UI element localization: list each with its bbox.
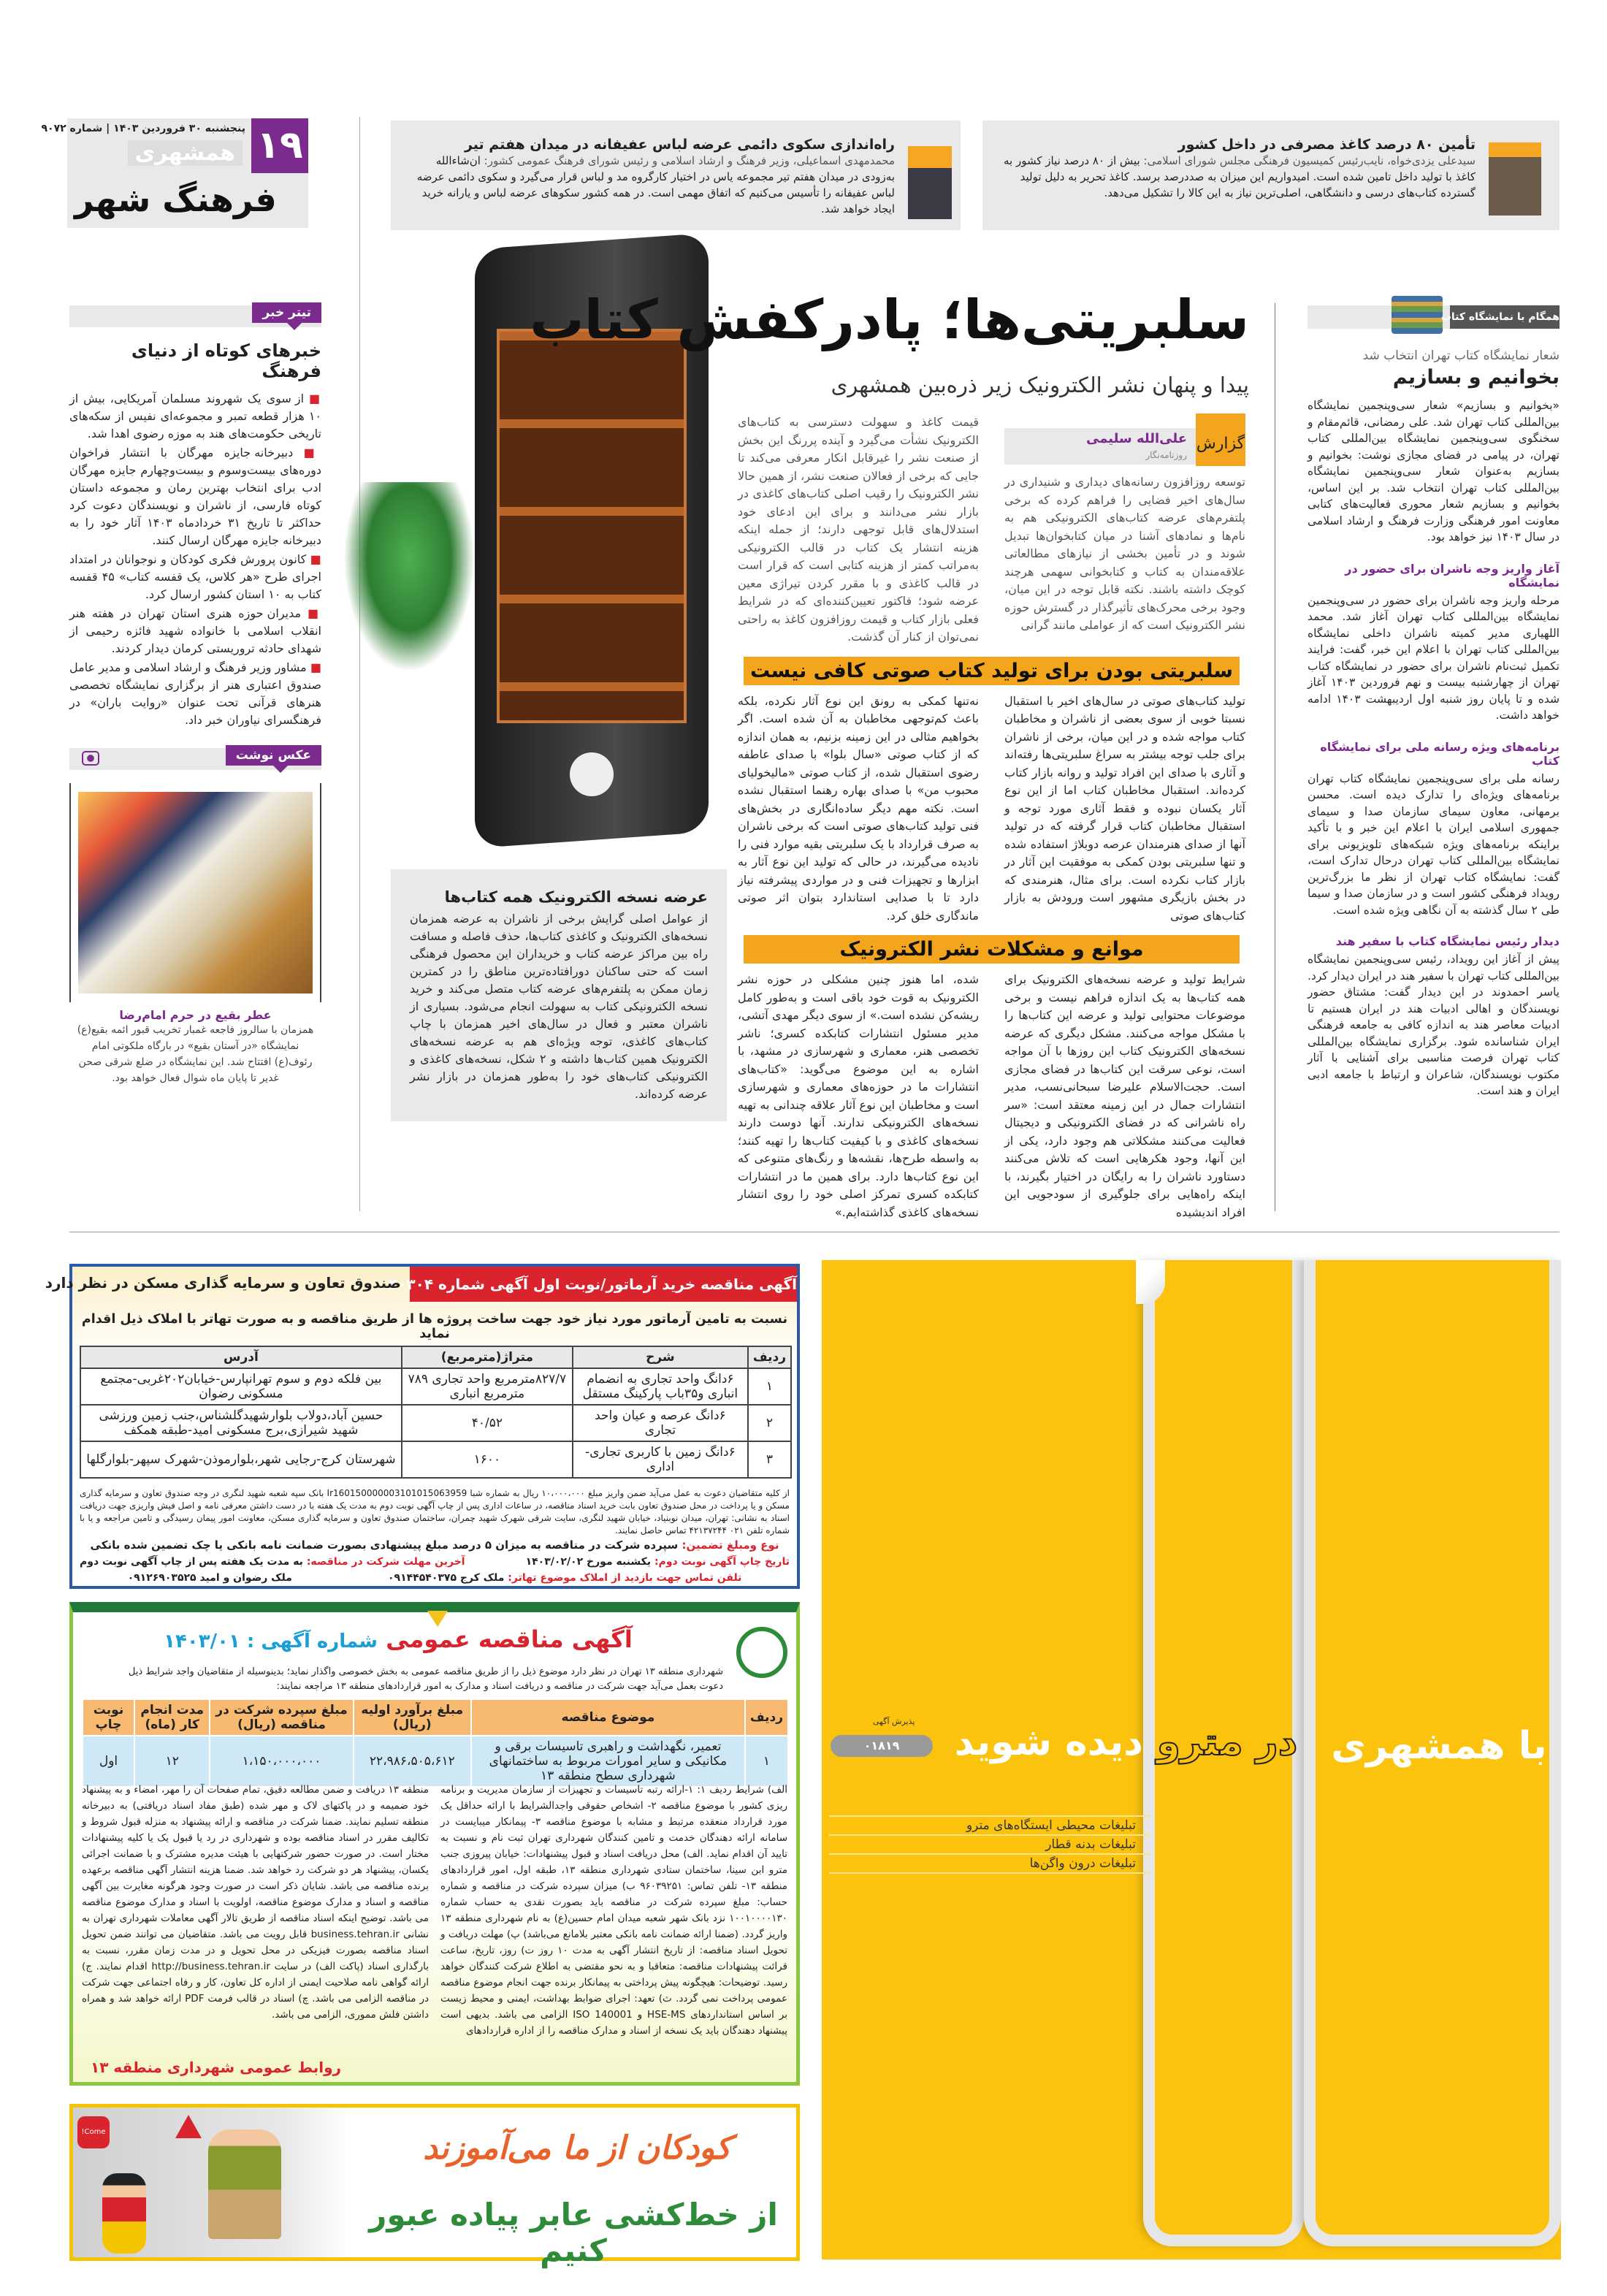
cell: حسین آباد،دولاب بلوارشهیدگلشناس،جنب زمین ورزشی شهید شیرازی،برج مسکونی امید-طبقه همکف (80, 1405, 402, 1441)
cell: ۱ (748, 1368, 791, 1405)
slogan-be-seen: دیده شوید (954, 1720, 1143, 1764)
col-header: ردیف (745, 1699, 788, 1736)
quote-speaker: محمدمهدی اسماعیلی، وزیر فرهنگ و ارشاد اسلامی و رئیس شورای فرهنگ عمومی کشور: (484, 154, 895, 167)
camera-icon (82, 751, 99, 766)
news-item: ■ کانون پرورش فکری کودکان و نوجوانان در امتداد اجرای طرح «هر کلاس، یک قفسه کتاب» ۴۵ قفسه کتاب به ۱۰ استان کشور ارسال کرد. (69, 551, 321, 603)
phone-button-icon (570, 752, 614, 796)
quote-text: ان‌شاءالله به‌زودی در میدان هفتم تیر مجموعه یاس در اختیار کارگروه مد و لباس قرار می‌گیرد و سکوی دائمی عرضه لباس عفیفانه را تأسیس می‌کنیم که اتفاق مهمی است. در همه کشور سکوهای عرضه لباس و یارانه خرید ایجاد خواهد شد. (416, 154, 895, 216)
plant-illustration (343, 482, 475, 672)
cell: شهرستان کرج-رجایی شهر،بلوارموذن-شهرک سپهر-بلوارگلها (80, 1441, 402, 1478)
section2-col-right: شرایط تولید و عرضه نسخه‌های الکترونیک برای همه کتاب‌ها به یک اندازه فراهم نیست و برخی موضوعات محتوایی تولید و عرضه این کتاب‌ها را با مشکل مواجه می‌کنند. مشکل دیگری که عرضه نسخه‌های الکترونیک کتاب این روزها با آن مواجه است، نوعی سرقت این کتاب‌ها در فضای مجازی است. حجت‌الاسلام علیرضا سبحانی‌نسب، مدیر انتشارات جمال در این زمینه معتقد است: «سر راه ناشرانی که در فضای الکترونیکی و دیجیتال فعالیت می‌کنند مشکلاتی هم وجود دارد، یکی از این آنها، وجود هکرهایی است که تلاش می‌کنند دستاورد ناشران را به رایگان در اختیار بگیرند، با اینکه راه‌هایی برای جلوگیری از سودجویی این افراد اندیشیده (1004, 972, 1245, 1219)
paper-logo: همشهری (128, 140, 243, 166)
stop-sign-icon: Come! (77, 2116, 110, 2148)
date-label: تاریخ چاپ آگهی نوبت دوم: (654, 1556, 790, 1568)
news-item: ■ دبیرخانه جایزه مهرگان با انتشار فراخوان دوره‌های بیست‌وسوم و بیست‌وچهارم جایزه مهرگان ادب برای انتخاب بهترین رمان و مجموعه داستان کوتاه فارسی، از ناشران و نویسندگان دعوت کرد حداکثر تا تاریخ ۳۱ خردادماه ۱۴۰۳ آثار خود را به دبیرخانه جایزه مهرگان ارسال کنند. (69, 444, 321, 549)
cell: تعمیر، نگهداشت و راهبری تاسیسات برقی و مکانیکی و سایر امورات مربوط به ساختمانهای شهرداری سطح منطقه ۱۳ (471, 1736, 745, 1787)
book-fair-title: بخوانیم و بسازیم (1392, 366, 1560, 389)
exhibition-photo (78, 792, 313, 993)
tender-intro: شهرداری منطقه ۱۳ تهران در نظر دارد موضوع ذیل را از طریق مناقصه عمومی به بخش خصوصی واگذار نماید؛ بدینوسیله از متقاضیان واجد شرایط ذیل دعوت بعمل می‌آید جهت شرکت در مناقصه و دریافت اسناد و مدارک به امور قراردادهای منطقه ۱۳ مراجعه نمایند: (128, 1666, 723, 1692)
traffic-safety-ad (69, 2104, 800, 2268)
col-header: آدرس (80, 1346, 402, 1368)
col-header: نوبت چاپ (83, 1699, 134, 1736)
photo-title: عطر بقیع در حرم امام‌رضا (119, 1008, 272, 1022)
cell: ۶دانگ عرصه و عیان واحد تجاری (573, 1405, 748, 1441)
box-title: عرضه نسخه الکترونیک همه کتاب‌ها (444, 888, 708, 906)
subsection-title: آغاز واریز وجه ناشران برای حضور در نمایشگاه (1345, 561, 1560, 590)
quote-text: بیش از ۸۰ درصد نیاز کشور به کاغذ با تولید داخل تامین شده است. امیدواریم این میزان به صددرصد برسد. کاغذ تحریر به دلیل تولید گسترده کتاب‌های درسی و دانشگاهی، اصلی‌ترین نیاز به این کالا را تشکیل می‌دهد. (1003, 154, 1476, 199)
cell: ۱۲ (134, 1736, 210, 1787)
table-row (80, 1368, 791, 1405)
ad-line-2: از خط‌کشی عابر پیاده عبور کنیم (369, 2197, 778, 2268)
cell: ۸۲۷/۷مترمربع واحد تجاری ۷۸۹ مترمربع انباری (402, 1368, 573, 1405)
cell: ۳ (748, 1441, 791, 1478)
municipality-tender-ad (69, 1602, 800, 2086)
tender-signature: روابط عمومی شهرداری منطقه ۱۳ (88, 2059, 344, 2076)
col-header: شرح (573, 1346, 748, 1368)
deadline-label: آخرین مهلت شرکت در مناقصه: (306, 1556, 465, 1568)
cell: ۲ (748, 1405, 791, 1441)
cell: ۶دانگ زمین با کاربری تجاری-اداری (573, 1441, 748, 1478)
news-item: ■ از سوی یک شهروند مسلمان آمریکایی، بیش از ۱۰ هزار قطعه تمبر و مجموعه‌ای نفیس از سکه‌های تاریخی حکومت‌های هند به موزه رضوی اهدا شد. (69, 390, 321, 443)
cell: اول (83, 1736, 134, 1787)
ad-line-1: کودکان از ما می‌آموزند (423, 2129, 731, 2167)
news-title: خبرهای کوتاه از دنیای فرهنگ (131, 340, 321, 381)
book-fair-lead: «بخوانیم و بسازیم» شعار سی‌وپنجمین نمایشگاه بین‌المللی کتاب تهران شد. علی رمضانی، قائم‌مقام و سخنگوی سی‌وپنجمین نمایشگاه بین‌المللی کتاب تهران، در پیامی در فضای مجازی نوشت: بخوانیم و بسازیم به‌عنوان شعار سی‌وپنجمین نمایشگاه بین‌المللی کتاب تهران انتخاب شد. بر این اساس، بخوانیم و بسازیم شعار محوری فعالیت‌های کتابی معاونت امور فرهنگی وزارت فرهنگ و ارشاد اسلامی در سال ۱۴۰۳ نیز خواهد بود. (1308, 399, 1560, 544)
news-list (69, 390, 321, 729)
subsection-text: پیش از آغاز این رویداد، رئیس سی‌وپنجمین نمایشگاه بین‌المللی کتاب تهران با سفیر هند در ایران دیدار کرد. یاسر احمدوند در این دیدار گفت: مشتاق حضور نویسندگان و اهالی ادبیات هند در ایران هستیم تا ادبیات معاصر هند به اندازه کافی به جامعه فرهنگی ایران شناسانده شود. برگزاری نمایشگاه بین‌المللی کتاب تهران فرصت مناسبی برای آشنایی با آثار مکتوب نویسندگان، شاعران و ارتباط با جامعه ادبی ایران و هند است. (1308, 953, 1560, 1097)
tender-title: آگهی مناقصه عمومی (386, 1625, 633, 1653)
subsection-title: برنامه‌های ویژه رسانه ملی برای نمایشگاه کتاب (1320, 739, 1560, 768)
col-header: مبلغ برآورد اولیه (ریال) (354, 1699, 471, 1736)
sidebar-box (391, 869, 727, 1121)
photo-caption: همزمان با سالروز فاجعه غمبار تخریب قبور ائمه بقیع(ع) نمایشگاه «در آستان بقیع» در بارگاه ملکوتی امام رئوف(ع) افتتاح شد. این نمایشگاه در ضلع شرقی صحن غدیر تا پایان ماه شوال فعال خواهد بود. (77, 1024, 314, 1084)
tehran-municipality-logo (736, 1627, 787, 1678)
metro-services-list (829, 1815, 1150, 1874)
property-table (80, 1346, 792, 1479)
news-tag: تیتر خبر (252, 302, 321, 323)
author-role: روزنامه‌نگار (1145, 450, 1187, 460)
byline (1004, 413, 1245, 466)
table-header (80, 1346, 791, 1368)
cell: ۱۶۰۰ (402, 1441, 573, 1478)
cell: ۱ (745, 1736, 788, 1787)
date-value: یکشنبه مورخ ۱۴۰۳/۰۲/۰۲ (525, 1556, 652, 1568)
section1-col-right: تولید کتاب‌های صوتی در سال‌های اخیر با استقبال نسبتا خوبی از سوی بعضی از ناشران و مخاطبان کتاب مواجه شده و در این میان، برخی از ناشران برای جلب توجه بیشتر به سراغ سلبریتی‌ها رفته‌اند و آثاری با صدای این افراد تولید و روانه بازار کتاب کرده‌اند. استقبال مخاطبان کتاب اما از این نوع آثار یکسان نبوده و فقط آثاری مورد توجه و استقبال مخاطبان کتاب قرار گرفته که در تولید آنها از صدای هنرمندان عرصه دوبلاژ استفاده شده و تنها سلبریتی بودن کمکی به موفقیت این آثار در بازار کتاب نکرده است. برای مثال، هنرمندی که در بخش بازیگری مشهور است ورودش به بازار کتاب‌های صوتی (1004, 693, 1245, 923)
section-name: فرهنگ شهر (75, 180, 277, 219)
subsection-title: دیدار رئیس نمایشگاه کتاب با سفیر هند (1335, 934, 1560, 948)
slogan-with-hamshahri: با همشهری (1331, 1724, 1547, 1768)
tender-conditions-right: الف) شرایط ردیف ۱: ۱-ارائه رتبه تاسیسات و تجهیزات از سازمان مدیریت و برنامه ریزی کشور با موضوع مناقصه ۲- اشخاص حقوقی واجدالشرایط با ارائه حداقل یک مورد قرارداد منعقده مرتبط و مشابه با موضوع مناقصه ۳- پیمانکار میبایست در سامانه ارائه دهندگان خدمت و تامین کنندگان شهرداری تهران ثبت نام و نسبت به تایید آن اقدام نماید. الف) محل دریافت اسناد و قبول پیشنهادات: خیابان پیروزی جنب مترو ابن سینا، ساختمان ستادی شهرداری منطقه ۱۳، طبقه اول، امور قراردادهای منطقه ۱۳- تلفن تماس: ۹۶۰۳۹۲۵۱ ب) میزان سپرده شرکت در مناقصه و شماره حساب: مبلغ سپرده شرکت در مناقصه باید بصورت نقدی به حساب شماره ۱۰۰۱۰۰۰۰۱۳۰ نزد بانک شهر شعبه میدان امام حسین(ع) به نام شهرداری منطقه ۱۳ واریز گردد. (ضمنا ارائه ضمانت نامه بانکی معتبر بلامانع می‌باشد) پ) مهلت دریافت و تحویل اسناد مناقصه: از تاریخ انتشار آگهی به مدت ۱۰ روز ت) روز، تاریخ، ساعت قرائت پیشنهادات مناقصه: متعاقبا و به نحو مقتضی به اطلاع شرکت کنندگان خواهد رسید. توضیحات: هیچگونه پیش پرداختی به پیمانکار برنده جهت انجام موضوع مناقصه عمومی پرداخت نمی گردد. ث) تعهد: اجرای ضوابط بهداشت، ایمنی و محیط زیست بر اساس استانداردهای HSE-MS و ISO 140001 الزامی می باشد. بدیهی است پیشنهاد دهندگان باید یک نسخه از اسناد و مدارک مناقصه را از اداره قراردادهای (440, 1784, 787, 2037)
news-item: ■ مشاور وزیر فرهنگ و ارشاد اسلامی و مدیر عامل صندوق اعتباری هنر از برگزاری نمایشگاه تخصصی هنرهای قرآنی تحت عنوان «روایت باران» در فرهنگسرای نیاوران خبر داد. (69, 659, 321, 729)
author-name: علی‌الله سلیمی (1086, 431, 1187, 446)
book-fair-body (1308, 397, 1560, 1099)
ad-body: از کلیه متقاضیان دعوت به عمل می‌آید ضمن واریز مبلغ ۱۰،۰۰۰،۰۰۰ ریال به شماره شبا Ir160150000003101015063959 بانک سپه شعبه شهید لنگری در وجه صندوق تعاون و سرمایه گذاری مسکن و یا پرداخت در محل صندوق تعاون بابت خرید اسناد مناقصه، در ساعات اداری پس از چاپ آگهی نوبت دوم به مدت یک هفته با در دست داشتن معرفی نامه و اصل فیش واریزی جهت دریافت اسناد به نشانی: تهران، میدان نوبنیاد، خیابان شهید لنگری، سایت شرقی شهرک شهید چمران، ساختمان صندوق تعاون و سرمایه گذاری مسکن، معاونت امور پیمان رسیدگی و تامین مراجعه و یا با شماره تلفن ۰۲۱ ۴۲۱۳۷۲۴۴ تماس حاصل نمایند. (80, 1488, 790, 1536)
phone-label: تلفن تماس جهت بازدید از املاک موضوع تهاتر: (508, 1572, 742, 1584)
service-item: تبلیغات محیطی ایستگاه‌های مترو (829, 1815, 1150, 1836)
issue-date: پنجشنبه ۳۰ فروردین ۱۴۰۳ | شماره ۹۰۷۲ (41, 123, 245, 134)
col-header: موضوع مناقصه (471, 1699, 745, 1736)
box-text: از عوامل اصلی گرایش برخی از ناشران به عرضه همزمان نسخه‌های الکترونیک و کاغذی کتاب‌ها، حذف فاصله و مسافت راه بین مراکز عرضه کتاب و خریداران این محصول فرهنگی است که حتی ساکنان دورافتاده‌ترین مناطق را در کمترین زمان ممکن به پلتفرم‌های عرضه کتاب متصل می‌کند و خرید نسخه الکترونیکی کتاب به سهولت انجام می‌شود. بسیاری از ناشران معتبر و فعال در سال‌های اخیر همزمان با چاپ کتاب‌های کاغذی، توجه ویژه‌ای هم به عرضه نسخه‌های الکترونیک همین کتاب‌ها داشته و ۲ شکل، نسخه‌های کاغذی و الکترونیکی کتاب‌های خود را به‌طور همزمان در بازار نشر عرضه کرده‌اند. (410, 912, 708, 1101)
col-header: مدت انجام کار (ماه) (134, 1699, 210, 1736)
guarantee-label: نوع ومبلغ تضمین: (682, 1538, 779, 1552)
bookshelf (497, 329, 687, 723)
section1-col-left: نه‌تنها کمکی به رونق این نوع آثار نکرده، بلکه باعث کم‌توجهی مخاطبان به آن شده است. اگر بخواهیم مثالی در این زمینه بزنیم، به همان اندازه که از کتاب صوتی «سال بلوا» با صدای عاطفه رضوی استقبال شده، از کتاب صوتی «مالیخولیای محبوب من» با صدای بهاره رهنما استقبال نشده است. نکته مهم دیگر ساده‌انگاری در بخش‌های فنی تولید کتاب‌های صوتی است که برخی ناشران به صرف قرارداد با یک سلبریتی بقیه موارد فنی را نادیده می‌گیرند، در حالی که تولید این نوع آثار به ابزارها و تجهیزات فنی و در مواردی پیشرفته نیاز دارد تا با صدایی استاندارد بتوان اثر صوتی ماندگاری خلق کرد. (738, 693, 979, 923)
section-heading: موانع و مشکلات نشر الکترونیک (744, 935, 1240, 964)
deadline-value: به مدت یک هفته پس از چاپ آگهی نوبت دوم (80, 1556, 303, 1568)
ad-phone-number: ۰۱۸۱۹ (831, 1735, 933, 1757)
guarantee-text: سپرده شرکت در مناقصه به میزان ۵ درصد مبلغ پیشنهادی بصورت ضمانت نامه بانکی یا چک تضمین شده بانکی (90, 1538, 679, 1552)
cell: ۴۰/۵۲ (402, 1405, 573, 1441)
intro-col-right: توسعه روزافزون رسانه‌های دیداری و شنیداری در سال‌های اخیر فضایی را فراهم کرده که برخی پلتفرم‌های عرضه کتاب‌های الکترونیکی هم به نام‌ها و نمادهای آشنا در میان کتابخوان‌ها تبدیل شوند و در تأمین بخشی از نیازهای مطالعاتی علاقه‌مندان به کتاب و کتابخوانی سهمی هرچند کوچک داشته باشند. نکته قابل توجه در این میان، وجود برخی محرک‌های تأثیرگذار در گسترش حوزه نشر الکترونیک است که از عواملی مانند گرانی (1004, 475, 1245, 632)
quote-box-2 (982, 121, 1560, 230)
phone-2: ملک رضوان و امید ۰۹۱۲۶۹۰۳۵۲۵ (127, 1572, 292, 1584)
ad-acceptance-label: پذیرش آگهی (873, 1717, 915, 1726)
minister-photo (908, 146, 952, 219)
boy-on-bike-illustration (102, 2173, 146, 2254)
service-item: تبلیغات درون واگن‌ها (829, 1855, 1150, 1874)
quote-box-1 (391, 121, 961, 230)
section2-col-left: شده، اما هنوز چنین مشکلی در حوزه نشر الکترونیک به قوت خود باقی است و به‌طور کامل ریشه‌کن نشده است.» از سوی دیگر مهدی آتشی، مدیر مسئول انتشارات کتابکده کسری؛ ناشر تخصصی هنر، معماری و شهرسازی در مشهد، با اشاره به این موضوع می‌گوید: «کتاب‌های انتشارات ما در حوزه‌های معماری و شهرسازی است و مخاطبان این نوع آثار علاقه چندانی به تهیه نسخه‌های الکترونیکی ندارند. آنها دوست دارند نسخه‌های کاغذی و با کیفیت کتاب‌ها را تهیه کنند؛ به واسطه طرح‌ها، نقشه‌ها و رنگ‌های متنوعی که این نوع کتاب‌ها دارد. برای همین ما در انتشارات کتابکده کسری تمرکز اصلی خود را روی انتشار نسخه‌های کاغذی گذاشته‌ایم.» (738, 972, 979, 1219)
col-header: ردیف (748, 1346, 791, 1368)
masthead (41, 118, 308, 228)
subsection-text: رسانه ملی برای سی‌وپنجمین نمایشگاه کتاب تهران برنامه‌های ویژه‌ای را تدارک دیده است. محسن برمهانی، معاون سیمای سازمان صدا و سیمای جمهوری اسلامی ایران با اعلام این خبر و با تأکید براینکه برنامه‌های ویژه شبکه‌های تلویزیونی برای نمایشگاه بین‌المللی کتاب تهران درحال تدارک است، گفت: نمایشگاه کتاب تهران از نظر ما بزرگ‌ترین رویداد فرهنگی کشور است و در سازمان صدا و سیما طی ۲ سال گذشته به آن نگاهی ویژه شده است. (1308, 771, 1560, 917)
subsection-text: مرحله واریز وجه ناشران برای حضور در سی‌وپنجمین نمایشگاه بین‌المللی کتاب تهران آغاز شد. محمد اللهیاری مدیر کمیته ناشران داخلی نمایشگاه بین‌المللی کتاب تهران با اعلام این خبر، گفت: فرایند تکمیل ثبت‌نام ناشران برای حضور در نمایشگاه کتاب تهران از چهارشنبه بیست و نهم فروردین ۱۴۰۳ آغاز شده و تا پایان روز شنبه اول اردیبهشت ۱۴۰۳ ادامه خواهد داشت. (1308, 593, 1560, 722)
book-fair-kicker: شعار نمایشگاه کتاب تهران انتخاب شد (1362, 348, 1560, 363)
mp-photo (1489, 142, 1541, 216)
table-row (83, 1736, 788, 1787)
book-fair-tag: همگام با نمایشگاه کتاب (1450, 305, 1560, 329)
cell: بین فلکه دوم و سوم تهرانپارس-خیابان۲۰۲غربی-مجتمع مسکونی رضوان (80, 1368, 402, 1405)
quote-speaker: سیدعلی یزدی‌خواه، نایب‌رئیس کمیسیون فرهنگی مجلس شورای اسلامی: (1143, 154, 1476, 167)
photo-tag: عکس نوشت (226, 745, 321, 766)
col-header: متراژ(مترمربع) (402, 1346, 573, 1368)
table-row (80, 1441, 791, 1478)
main-article (738, 413, 1245, 1221)
service-item: تبلیغات بدنه قطار (829, 1836, 1150, 1855)
slogan-in-metro: در مترو (1156, 1720, 1298, 1764)
left-column (69, 305, 321, 1086)
tender-conditions-left: منطقه ۱۳ دریافت و ضمن مطالعه دقیق، تمام صفحات آن را مهر، امضاء و به پیشنهاد خود ضمیمه و در پاکتهای لاک و مهر شده (طبق مفاد اسناد دریافتی) به دبیرخانه منطقه تسلیم نمایند. ضمنا شرکت در مناقصه و ارائه پیشنهاد به منزله قبول شروط و تکالیف مقرر در اسناد مناقصه بوده و شهرداری در رد یا قبول یک یا کلیه پیشنهادات مختار است. در صورت حضور شرکتهایی با هیئت مدیره مشترک و با ضمانت اجرائی یکسان، پیشنهاد هر دو شرکت رد خواهد شد. ضمنا هزینه انتشار آگهی مناقصه برعهده برنده مناقصه می باشد. شایان ذکر است در صورت وجود هرگونه مغایرت بین آگهی مناقصه و اسناد و مدارک موضوع مناقصه، اولویت با اسناد و مدارک موضوع مناقصه می باشد. توضیح اینکه اسناد مناقصه از طریق تالار آگهی معاملات شهرداری تهران به نشانی business.tehran.ir قابل رویت می باشد. متقاضیان می توانند ضمن تحویل اسناد مناقصه بصورت فیزیکی در محل تحویل و در مدت زمان مقرر، نسبت به بارگذاری اسناد (پاکت الف) در سایت http://business.tehran.ir اقدام نمایند. ج) ارائه گواهی نامه صلاحیت ایمنی از اداره کل تعاون، کار و رفاه اجتماعی جهت شرکت در مناقصه الزامی می باشد. چ) اسناد در قالب فرمت PDF ارائه خواهد شد و همراه داشتن فلش مموری، الزامی می باشد. (82, 1784, 430, 2021)
father-child-illustration (208, 2129, 281, 2239)
tender-number: شماره آگهی : ۱۴۰۳/۰۱ (164, 1631, 378, 1652)
intro-col-left: قیمت کاغذ و سهولت دسترسی به کتاب‌های الکترونیک نشأت می‌گیرد و آینده پررنگ این بخش از صنعت نشر را غیرقابل انکار معرفی می‌کند تا جایی که برخی از فعالان صنعت نشر، از همین حالا نشر الکترونیک را رقیب اصلی کتاب‌های کاغذی در بازار نشر می‌دانند و برای این ادعای خود استدلال‌های قابل توجهی دارند؛ از جمله اینکه هزینه انتشار یک کتاب در قالب الکترونیکی به‌مراتب کمتر از هزینه کتابی است که قرار است در قالب کاغذی و با مقرر کردن تیراژی معین عرضه شود؛ فاکتور تعیین‌کننده‌ای که در شرایط فعلی بازار کتاب و قیمت روزافزون کاغذ به راحتی نمی‌توان از کنار آن گذشت. (738, 415, 979, 644)
main-subheadline: پیدا و پنهان نشر الکترونیک زیر ذره‌بین همشهری (831, 373, 1249, 397)
report-label: گزارش (1196, 413, 1245, 466)
news-tag-bar (69, 305, 321, 327)
right-column (1308, 296, 1560, 1099)
quote-title: تأمین ۸۰ درصد کاغذ مصرفی در داخل کشور (1177, 137, 1476, 153)
phone-1: ملک کرج ۰۹۱۴۴۵۴۰۳۷۵ (388, 1572, 505, 1584)
photo-tag-bar (69, 748, 321, 770)
ad-banner: آگهی مناقصه خرید آرماتور/نوبت اول آگهی شماره ۴۰۳۰۴ (410, 1267, 797, 1302)
crossing-sign-icon (175, 2115, 202, 2138)
pedestrian-crossing-illustration (73, 2108, 351, 2257)
main-headline: سلبریتی‌ها؛ پادرکفش کتاب (530, 289, 1249, 351)
page-number: ۱۹ (251, 118, 308, 173)
ad-subtitle: نسبت به تامین آرماتور مورد نیاز خود جهت ساخت پروژه ها از طریق مناقصه و به صورت تهاتر با املاک ذیل اقدام نماید (81, 1312, 788, 1341)
books-icon (1392, 296, 1443, 334)
photo-frame (69, 783, 321, 1002)
cell: ۱،۱۵۰،۰۰۰،۰۰۰ (210, 1736, 353, 1787)
quote-title: راه‌اندازی سکوی دائمی عرضه لباس عفیفانه در میدان هفتم تیر (464, 137, 895, 153)
section-heading: سلبریتی بودن برای تولید کتاب صوتی کافی نیست (744, 657, 1240, 685)
table-row (80, 1405, 791, 1441)
tender-table (82, 1698, 789, 1788)
ad-org: صندوق تعاون و سرمایه گذاری مسکن در نظر دارد (45, 1274, 401, 1292)
news-item: ■ مدیران حوزه هنری استان تهران در هفته هنر انقلاب اسلامی با خانواده شهید فائزه رحیمی از شهدای حادثه تروریستی کرمان دیدار کردند. (69, 605, 321, 657)
armature-tender-ad (45, 1264, 800, 1589)
col-header: مبلغ سپرده شرکت در مناقصه (ریال) (210, 1699, 353, 1736)
cell: ۶دانگ واحد تجاری به انضمام انباری و۳۵باب پارکینگ مستقل (573, 1368, 748, 1405)
cell: ۲۲،۹۸۶،۵۰۵،۶۱۲ (354, 1736, 471, 1787)
metro-advert (822, 1260, 1561, 2259)
